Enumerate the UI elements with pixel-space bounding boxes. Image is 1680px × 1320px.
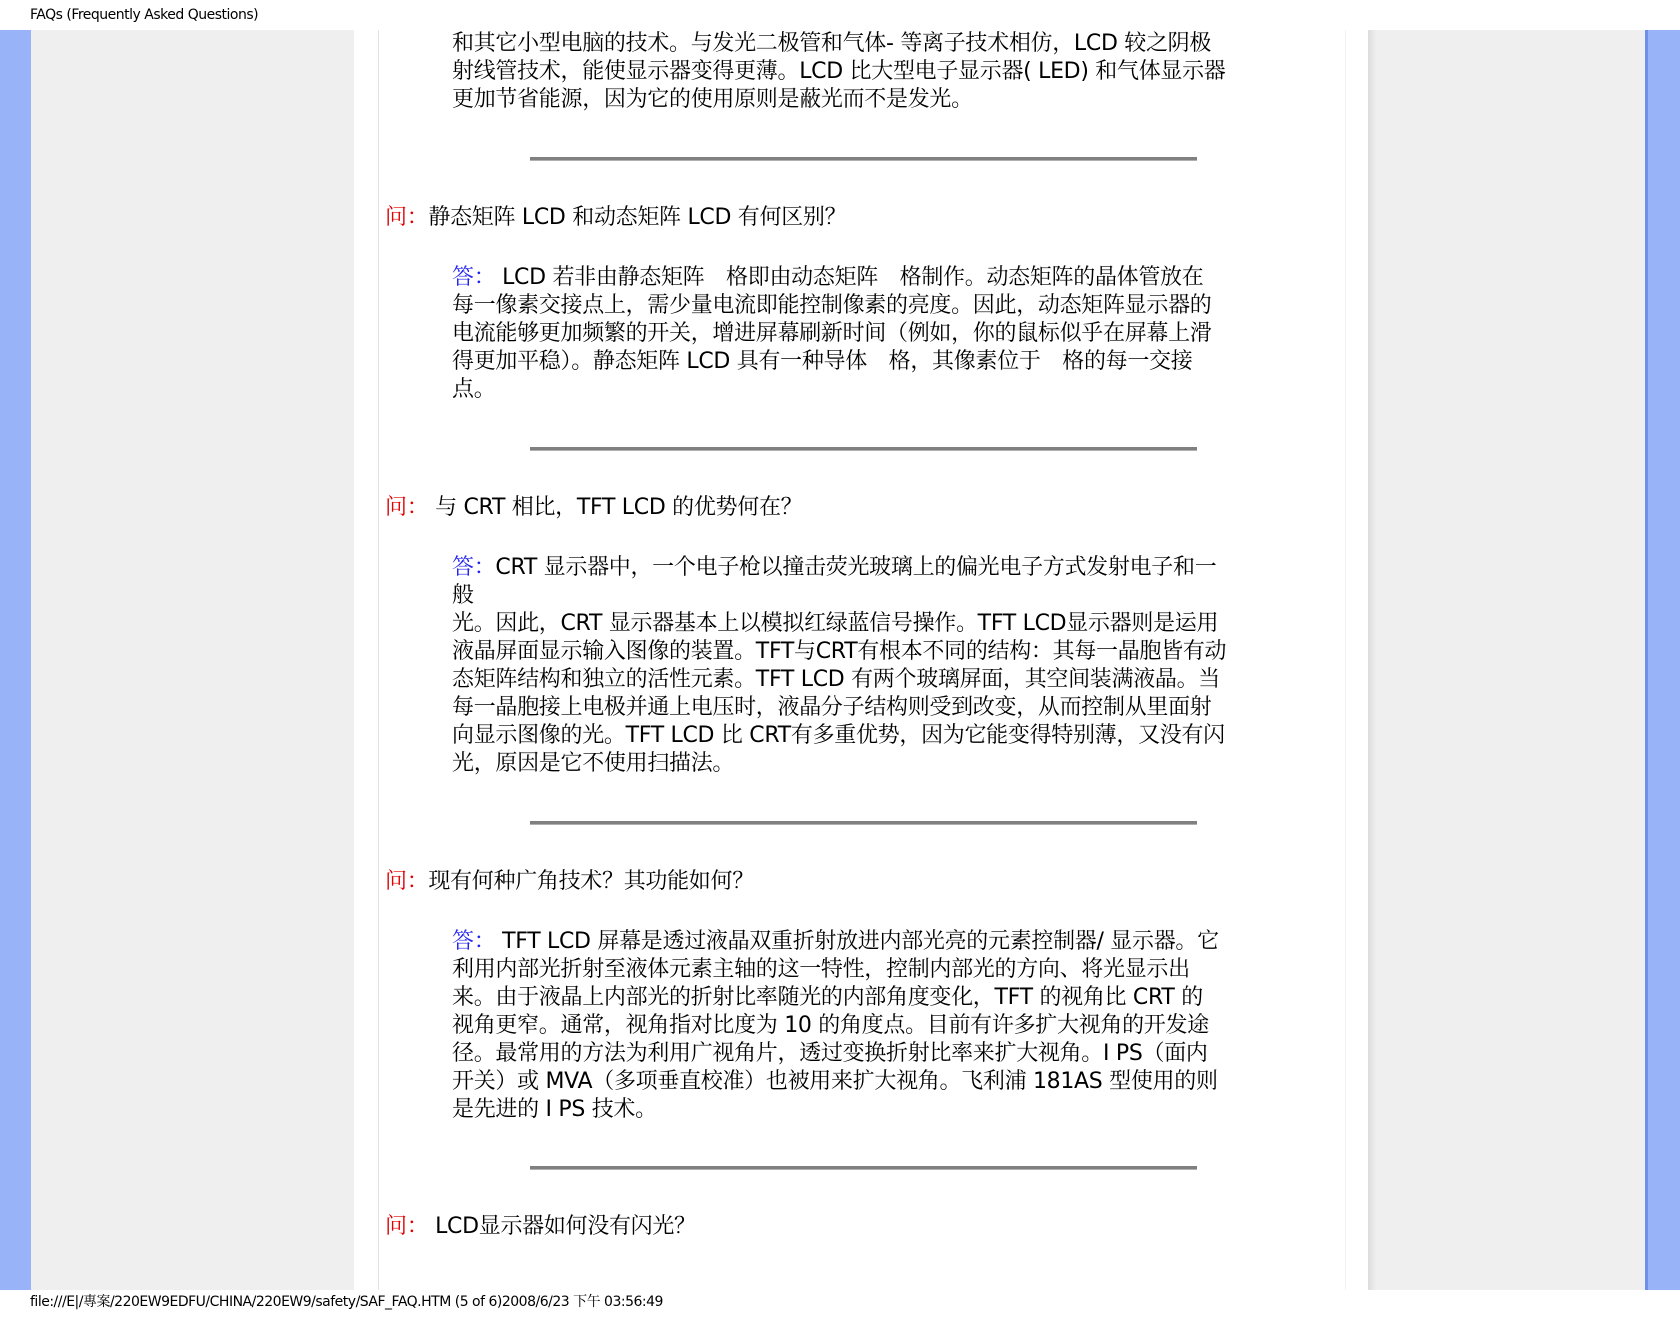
section-divider [530,447,1197,451]
question-text: 静态矩阵 LCD 和动态矩阵 LCD 有何区别？ [428,205,847,230]
content-right-border [1345,30,1346,1290]
content-inner-border [378,30,379,1290]
question-text: LCD显示器如何没有闪光？ [428,1214,696,1239]
text-line: 利用内部光折射至液体元素主轴的这一特性，控制内部光的方向、将光显示出 [452,957,1190,982]
text-line: 和其它小型电脑的技术。与发光二极管和气体- 等离子技术相仿，LCD 较之阴极 [452,31,1212,56]
left-gray-margin [31,30,354,1290]
question-text: 现有何种广角技术？其功能如何？ [428,869,754,894]
right-stripe-edge [1645,30,1648,1290]
faq-question-4 [385,1213,1265,1241]
faq-question-1 [385,204,1265,232]
text-line: LCD 若非由静态矩阵 格即由动态矩阵 格制作。动态矩阵的晶体管放在 [495,265,1204,290]
text-line: 光。因此，CRT 显示器基本上以模拟红绿蓝信号操作。TFT LCD显示器则是运用 [452,611,1219,636]
text-line: 电流能够更加频繁的开关，增进屏幕刷新时间（例如，你的鼠标似乎在屏幕上滑 [452,321,1212,346]
text-line: TFT LCD 屏幕是透过液晶双重折射放进内部光亮的元素控制器/ 显示器。它 [495,929,1219,954]
text-line: 向显示图像的光。TFT LCD 比 CRT有多重优势，因为它能变得特别薄，又没有闪 [452,723,1225,748]
text-line: 般 [452,583,474,608]
text-line: 开关）或 MVA（多项垂直校准）也被用来扩大视角。飞利浦 181AS 型使用的则 [452,1069,1218,1094]
text-line: 是先进的 I PS 技术。 [452,1097,657,1122]
text-line: 光，原因是它不使用扫描法。 [452,751,735,776]
text-line: 每一像素交接点上，需少量电流即能控制像素的亮度。因此，动态矩阵显示器的 [452,293,1212,318]
faq-answer-1 [452,264,1272,404]
question-label: 问： [385,495,429,520]
question-text: 与 CRT 相比，TFT LCD 的优势何在？ [428,495,803,520]
text-line: 液晶屏面显示输入图像的装置。TFT与CRT有根本不同的结构：其每一晶胞皆有动 [452,639,1227,664]
section-divider [530,1166,1197,1170]
text-line: CRT 显示器中，一个电子枪以撞击荧光玻璃上的偏光电子方式发射电子和一 [495,555,1217,580]
faq-question-3 [385,868,1265,896]
faq-answer-3 [452,928,1272,1124]
left-blue-stripe [0,30,31,1290]
answer-label: 答： [452,929,496,954]
faq-answer-2 [452,554,1272,778]
section-divider [530,157,1197,161]
intro-paragraph [452,30,1272,114]
question-label: 问： [385,205,429,230]
right-shadow [1368,30,1376,1290]
text-line: 来。由于液晶上内部光的折射比率随光的内部角度变化，TFT 的视角比 CRT 的 [452,985,1203,1010]
section-divider [530,821,1197,825]
right-gray-margin [1368,30,1645,1290]
answer-label: 答： [452,555,496,580]
text-line: 视角更窄。通常，视角指对比度为 10 的角度点。目前有许多扩大视角的开发途 [452,1013,1209,1038]
text-line: 得更加平稳）。静态矩阵 LCD 具有一种导体 格，其像素位于 格的每一交接 [452,349,1193,374]
question-label: 问： [385,869,429,894]
question-label: 问： [385,1214,429,1239]
text-line: 射线管技术，能使显示器变得更薄。LCD 比大型电子显示器( LED) 和气体显示器 [452,59,1226,84]
page-header-title: FAQs (Frequently Asked Questions) [0,0,1680,30]
text-line: 每一晶胞接上电极并通上电压时，液晶分子结构则受到改变，从而控制从里面射 [452,695,1212,720]
text-line: 态矩阵结构和独立的活性元素。TFT LCD 有两个玻璃屏面，其空间装满液晶。当 [452,667,1220,692]
text-line: 更加节省能源，因为它的使用原则是蔽光而不是发光。 [452,87,973,112]
faq-question-2 [385,494,1265,522]
text-line: 径。最常用的方法为利用广视角片，透过变换折射比率来扩大视角。I PS（面内 [452,1041,1208,1066]
text-line: 点。 [452,377,496,402]
answer-label: 答： [452,265,496,290]
right-blue-stripe [1645,30,1680,1290]
page-footer-path: file:///E|/專案/220EW9EDFU/CHINA/220EW9/safety/SAF_FAQ.HTM (5 of 6)2008/6/23 下午 03:56:49 [0,1290,1680,1320]
